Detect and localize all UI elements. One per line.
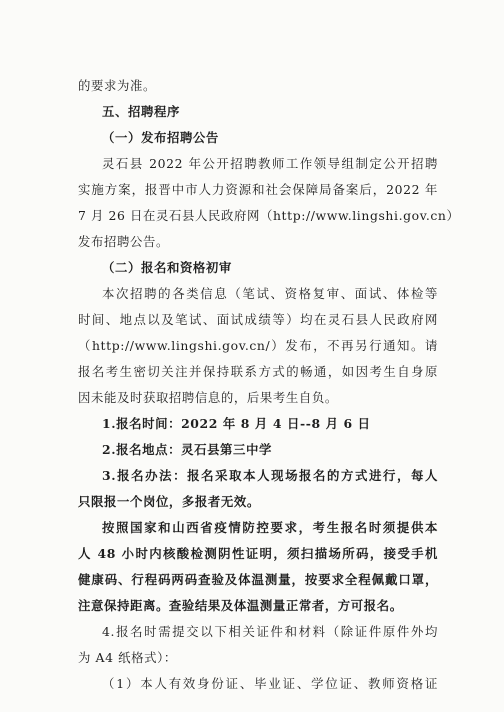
text-line: 本次招聘的各类信息（笔试、资格复审、面试、体检等 bbox=[102, 286, 438, 301]
list-item: （1）本人有效身份证、毕业证、学位证、教师资格证 bbox=[102, 676, 438, 691]
subsection-heading: （一）发布招聘公告 bbox=[102, 130, 219, 145]
text-line: 因未能及时获取招聘信息的，后果考生自负。 bbox=[78, 390, 338, 405]
text-line: 按照国家和山西省疫情防控要求，考生报名时须提供本 bbox=[102, 520, 438, 535]
text-line: 时间、地点以及笔试、面试成绩等）均在灵石县人民政府网 bbox=[78, 312, 438, 327]
section-heading: 五、招聘程序 bbox=[102, 104, 180, 119]
text-line: 为 A4 纸格式）： bbox=[78, 650, 177, 665]
text-line: 只限报一个岗位，多报者无效。 bbox=[78, 494, 260, 509]
text-line: （http://www.lingshi.gov.cn/）发布，不再另行通知。请 bbox=[78, 338, 438, 353]
list-item: 4.报名时需提交以下相关证件和材料（除证件原件外均 bbox=[102, 624, 438, 639]
text-line: 报名考生密切关注并保持联系方式的畅通，如因考生自身原 bbox=[78, 364, 438, 379]
list-item: 3.报名办法：报名采取本人现场报名的方式进行，每人 bbox=[102, 468, 438, 483]
list-item: 2.报名地点：灵石县第三中学 bbox=[102, 442, 273, 457]
text-line: 实施方案，报晋中市人力资源和社会保障局备案后，2022 年 bbox=[78, 182, 438, 197]
text-line: 注意保持距离。查验结果及体温测量正常者，方可报名。 bbox=[78, 598, 403, 613]
text-line: 7 月 26 日在灵石县人民政府网（http://www.lingshi.gov.cn） bbox=[78, 208, 460, 223]
text-line: 灵石县 2022 年公开招聘教师工作领导组制定公开招聘 bbox=[102, 156, 438, 171]
text-line: 人 48 小时内核酸检测阴性证明，须扫描场所码，接受手机 bbox=[78, 546, 438, 561]
text-line: 的要求为准。 bbox=[78, 78, 156, 93]
text-line: 健康码、行程码两码查验及体温测量，按要求全程佩戴口罩， bbox=[78, 572, 438, 587]
list-item: 1.报名时间：2022 年 8 月 4 日--8 月 6 日 bbox=[102, 416, 371, 431]
text-line: 发布招聘公告。 bbox=[78, 234, 169, 249]
subsection-heading: （二）报名和资格初审 bbox=[102, 260, 232, 275]
